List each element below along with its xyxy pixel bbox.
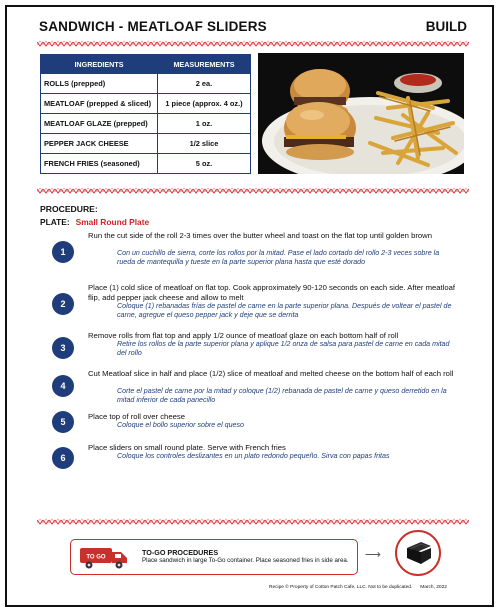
table-row [41, 134, 251, 154]
togo-procedures [70, 539, 358, 575]
table-row [41, 114, 251, 134]
arrow-right-icon: ⟶ [365, 549, 381, 561]
table-header-row [41, 55, 251, 74]
togo-title: TO-GO PROCEDURES [142, 548, 219, 557]
header [39, 19, 467, 39]
ingredient-name: MEATLOAF (prepped & sliced) [41, 94, 158, 114]
step-instruction-es: Con un cuchillo de sierra, corte los rollos por la mitad. Pase el lado cortado del rollo 2-3 veces sobre la rueda de mantequilla y tueste en la parte superior plana hasta que esté dorado [117, 249, 440, 267]
plate-label: PLATE: [40, 217, 70, 227]
procedure-title: PROCEDURE: [40, 204, 98, 214]
ingredient-measure: 1/2 slice [158, 134, 251, 154]
step-instruction-es: Corte el pastel de carne por la mitad y coloque (1/2) rebanada de pastel de carne y queso derretido en la mitad inferior de cada panecillo [117, 387, 447, 405]
ingredient-measure: 5 oz. [158, 154, 251, 174]
ingredient-measure: 2 ea. [158, 74, 251, 94]
col-header-measurements: MEASUREMENTS [158, 55, 251, 74]
togo-container-icon [395, 530, 441, 576]
step-instruction-es: Retire los rollos de la parte superior plana y aplique 1/2 onza de salsa para pastel de carne en cada mitad del rollo [117, 340, 450, 358]
truck-logo-text: TO GO [86, 554, 106, 561]
table-row [41, 94, 251, 114]
recipe-title: SANDWICH - MEATLOAF SLIDERS [39, 19, 267, 34]
step-instruction-en: Run the cut side of the roll 2-3 times over the butter wheel and toast on the flat top until golden brown [88, 231, 433, 240]
togo-truck-icon [78, 545, 130, 571]
plate-value: Small Round Plate [75, 217, 150, 227]
step-instruction-en: Place sliders on small round plate. Serve with French fries [88, 443, 286, 452]
step-number: 5 [52, 411, 74, 433]
step-number: 4 [52, 375, 74, 397]
ingredient-name: ROLLS (prepped) [41, 74, 158, 94]
step-instruction-es: Coloque (1) rebanadas frías de pastel de carne en la parte superior plana. Después de voltear el pastel de carne, agregue el queso pepper jack y deje que se derrita [117, 302, 452, 320]
step-number: 2 [52, 293, 74, 315]
top-divider [37, 40, 469, 48]
step-number: 1 [52, 241, 74, 263]
step-instruction-es: Coloque el bollo superior sobre el queso [117, 421, 244, 429]
table-row [41, 154, 251, 174]
ingredient-measure: 1 oz. [158, 114, 251, 134]
dish-photo [258, 53, 464, 174]
ingredient-measure: 1 piece (approx. 4 oz.) [158, 94, 251, 114]
step-instruction-en: Remove rolls from flat top and apply 1/2 ounce of meatloaf glaze on each bottom half of roll [88, 331, 399, 340]
step-number: 6 [52, 447, 74, 469]
step-instruction-en: Place (1) cold slice of meatloaf on flat top. Cook approximately 90-120 seconds on each side. After meatloaf flip, add pepper jack cheese and allow to melt [88, 283, 456, 302]
ingredients-table [40, 54, 251, 174]
col-header-ingredients: INGREDIENTS [41, 55, 158, 74]
section-divider [37, 187, 469, 195]
togo-text: Place sandwich in large To-Go container. Place seasoned fries in side area. [142, 557, 349, 564]
ingredient-name: PEPPER JACK CHEESE [41, 134, 158, 154]
plate-line [40, 217, 149, 227]
recipe-card [5, 5, 494, 607]
step-number: 3 [52, 337, 74, 359]
footer-copyright: Recipe © Property of Cotton Patch Cafe, LLC. Not to be duplicated. [269, 585, 413, 590]
build-label: BUILD [425, 19, 467, 34]
step-instruction-en: Cut Meatloaf slice in half and place (1/2) slice of meatloaf and melted cheese on the bottom half of each roll [88, 369, 454, 378]
table-row [41, 74, 251, 94]
footer-date: March, 2022 [420, 585, 447, 590]
step-instruction-en: Place top of roll over cheese [88, 412, 186, 421]
ingredient-name: FRENCH FRIES (seasoned) [41, 154, 158, 174]
step-instruction-es: Coloque los controles deslizantes en un plato redondo pequeño. Sirva con papas fritas [117, 452, 390, 460]
footer [269, 585, 455, 590]
togo-divider [37, 518, 469, 526]
ingredient-name: MEATLOAF GLAZE (prepped) [41, 114, 158, 134]
